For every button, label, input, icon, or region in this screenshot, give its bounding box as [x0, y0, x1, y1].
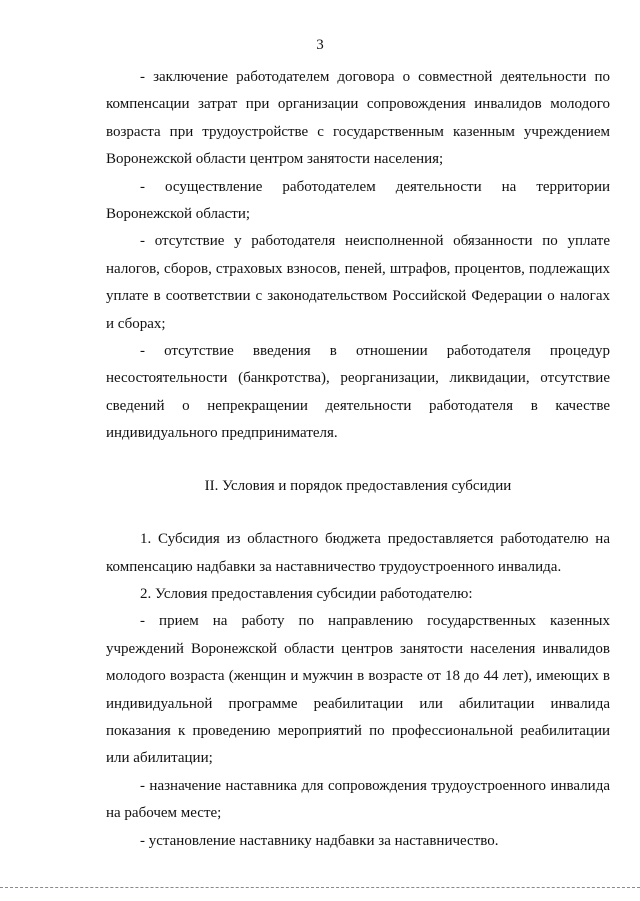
- list-item-mentor-bonus: - установление наставнику надбавки за наставничество.: [140, 832, 499, 849]
- list-item-hiring: - прием на работу по направлению государственных казенных учреждений Воронежской области центров занятости населения инвалидов молодого возраста (женщин и мужчин в возрасте от 18 до 44 лет), имеющих в индивидуальной программе реабилитации или абилитации инвалида показания к проведению мероприятий по профессиональной реабилитации или абилитации;: [106, 613, 610, 767]
- list-item-agreement: - заключение работодателем договора о совместной деятельности по компенсации затрат при организации сопровождения инвалидов молодого возраста при трудоустройстве с государственным казенным учреждением Воронежской области центром занятости населения;: [106, 69, 610, 168]
- clause-1: 1. Субсидия из областного бюджета предоставляется работодателю на компенсацию надбавки за наставничество трудоустроенного инвалида.: [106, 531, 610, 575]
- list-item-mentor-assignment: - назначение наставника для сопровождения трудоустроенного инвалида на рабочем месте;: [106, 777, 610, 822]
- list-item-territory: - осуществление работодателем деятельности на территории Воронежской области;: [106, 178, 610, 223]
- list-item-no-tax-debt: - отсутствие у работодателя неисполненной обязанности по уплате налогов, сборов, страховых взносов, пеней, штрафов, процентов, подлежащих уплате в соответствии с законодательством Российской Федерации о налогах и сборах;: [106, 233, 610, 332]
- page-bottom-divider: [0, 887, 640, 888]
- clause-2: 2. Условия предоставления субсидии работодателю:: [140, 585, 473, 602]
- section-heading: II. Условия и порядок предоставления субсидии: [204, 477, 512, 494]
- document-body: [106, 64, 610, 855]
- list-item-no-bankruptcy: - отсутствие введения в отношении работодателя процедур несостоятельности (банкротства), реорганизации, ликвидации, отсутствие сведений о непрекращении деятельности работодателя в качестве индивидуального предпринимателя.: [106, 343, 610, 442]
- page-number: 3: [316, 37, 324, 53]
